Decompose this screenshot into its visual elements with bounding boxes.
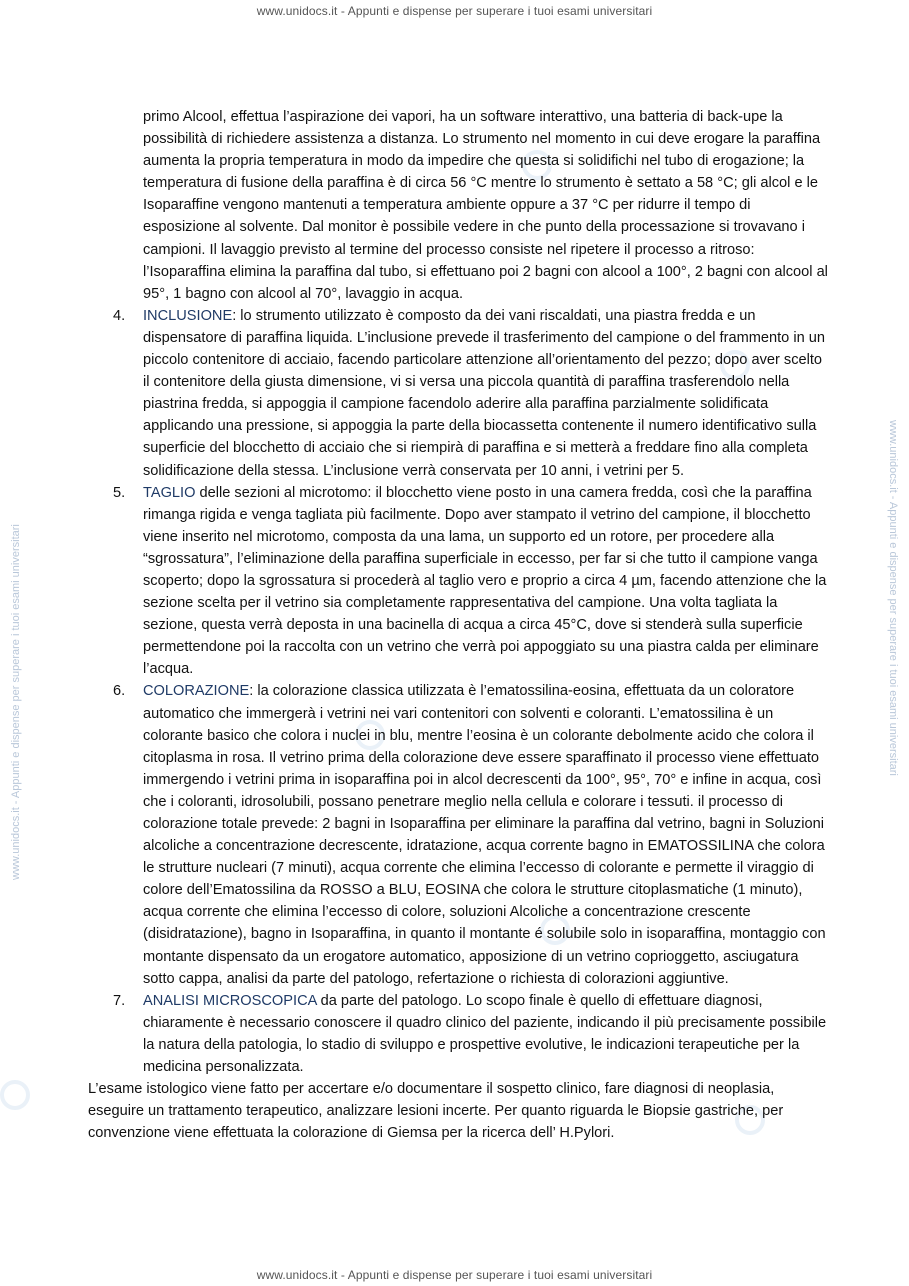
side-watermark-right: www.unidocs.it - Appunti e dispense per superare i tuoi esami universitari [887,420,899,776]
list-text: : lo strumento utilizzato è composto da dei vani riscaldati, una piastra fredda e un dispensatore di paraffina liquida. L’inclusione prevede il trasferimento del campione o del frammento in un piccolo contenitore di acciaio, facendo particolare attenzione all’orientamento del pezzo; dopo aver scelto il contenitore della giusta dimensione, vi si versa una piccola quantità di paraffina trasferendolo nella piastrina fredda, si appoggia il campione facendolo aderire alla paraffina parzialmente solidificata applicando una pressione, si appoggia la parte della biocassetta contenente il numero identificativo sulla superficie del blocchetto di acciaio che si riempirà di paraffina e si metterà a freddare fino alla completa solidificazione della stessa. L’inclusione verrà conservata per 10 anni, i vetrini per 5. [143,307,825,479]
closing-paragraph: L’esame istologico viene fatto per accertare e/o documentare il sospetto clinico, fare diagnosi di neoplasia, eseguire un trattamento terapeutico, analizzare lesioni incerte. Per quanto riguarda le Biopsie gastriche, per convenzione viene effettuata la colorazione di Giemsa per la ricerca dell’ H.Pylori. [88,1081,784,1142]
list-term: TAGLIO [143,484,196,501]
list-item-analisi-microscopica [88,990,828,1078]
continuation-paragraph: primo Alcool, effettua l’aspirazione dei vapori, ha un software interattivo, una batteria di back-upe la possibilità di richiedere assistenza a distanza. Lo strumento nel momento in cui deve erogare la paraffina aumenta la propria temperatura in modo da impedire che questa si solidifichi nel tubo di erogazione; la temperatura di fusione della paraffina è di circa 56 °C mentre lo strumento è settato a 58 °C; gli alcol e le Isoparaffine vengono mantenuti a temperatura ambiente oppure a 37 °C per ridurre il tempo di esposizione al solvente. Dal monitor è possibile vedere in che punto della processazione si trovavano i campioni. Il lavaggio previsto al termine del processo consiste nel ripetere il processo a ritroso: l’Isoparaffina elimina la paraffina dal tubo, si effettuano poi 2 bagni con alcool a 100°, 2 bagni con alcool al 95°, 1 bagno con alcool al 70°, lavaggio in acqua. [143,109,828,302]
list-text: da parte del patologo. Lo scopo finale è quello di effettuare diagnosi, chiaramente è necessario conoscere il quadro clinico del paziente, indicando il più precisamente possibile la natura della patologia, lo stadio di sviluppo e prospettive evolutive, le indicazioni terapeutiche per la medicina personalizzata. [143,992,827,1076]
list-number: 7. [113,992,126,1009]
list-text: : la colorazione classica utilizzata è l’ematossilina-eosina, effettuata da un coloratore automatico che immergerà i vetrini nei vari contenitori con solventi e coloranti. L’ematossilina è un colorante basico che colora i nuclei in blu, mentre l’eosina è un colorante debolmente acido che colora il citoplasma in rosa. Il vetrino prima della colorazione deve essere sparaffinato il processo viene effettuato immergendo i vetrini prima in isoparaffina poi in alcol decrescenti da 100°, 95°, 70° e infine in acqua, così che i coloranti, idrosolubili, possano penetrare meglio nella cellula e colorare i tessuti. il processo di colorazione totale prevede: 2 bagni in Isoparaffina per eliminare la paraffina dal vetrino, bagni in Soluzioni alcoliche a concentrazione decrescente, idratazione, acqua corrente bagno in EMATOSSILINA che colora le strutture nucleari (7 minuti), acqua corrente che elimina l’eccesso di colorante e permette il viraggio di colore dell’Ematossilina da ROSSO a BLU, EOSINA che colora le strutture citoplasmatiche (1 minuto), acqua corrente che elimina l’eccesso di colore, soluzioni Alcoliche a concentrazione crescente (disidratazione), bagno in Isoparaffina, in quanto il montante é solubile solo in isoparaffina, montaggio con montante dispensato da un erogatore automatico, apposizione di un vetrino coprioggetto, asciugatura sotto cappa, analisi da parte del patologo, refertazione o richiesta di colorazioni aggiuntive. [143,683,826,987]
watermark-logo-icon [0,1080,30,1110]
list-term: COLORAZIONE [143,683,250,700]
list-item-inclusione [88,305,828,482]
list-number: 6. [113,683,126,700]
list-term: ANALISI MICROSCOPICA [143,992,317,1009]
document-body [88,106,828,1144]
list-number: 4. [113,307,126,324]
side-watermark-left: www.unidocs.it - Appunti e dispense per superare i tuoi esami universitari [10,524,22,880]
footer-banner: www.unidocs.it - Appunti e dispense per superare i tuoi esami universitari [256,1268,653,1282]
list-term: INCLUSIONE [143,307,233,324]
list-text: delle sezioni al microtomo: il blocchetto viene posto in una camera fredda, così che la paraffina rimanga rigida e venga tagliata più facilmente. Dopo aver stampato il vetrino del campione, il blocchetto viene inserito nel microtomo, composta da una lama, un supporto ed un rotore, per procedere alla “sgrossatura”, l’eliminazione della paraffina superficiale in eccesso, per far si che tutto il campione vanga scoperto; dopo la sgrossatura si procederà al taglio vero e proprio a circa 4 µm, facendo attenzione che la sezione scelta per il vetrino sia completamente rappresentativa del campione. Una volta tagliata la sezione, questa verrà deposta in una bacinella di acqua a circa 45°C, dove si stenderà sulla superficie permettendone poi la raccolta con un vetrino che verrà poi appoggiato su una piastra calda per eliminare l’acqua. [143,484,827,678]
list-item-colorazione [88,680,828,989]
header-banner: www.unidocs.it - Appunti e dispense per superare i tuoi esami universitari [256,4,653,18]
list-number: 5. [113,484,126,501]
list-item-taglio [88,482,828,681]
